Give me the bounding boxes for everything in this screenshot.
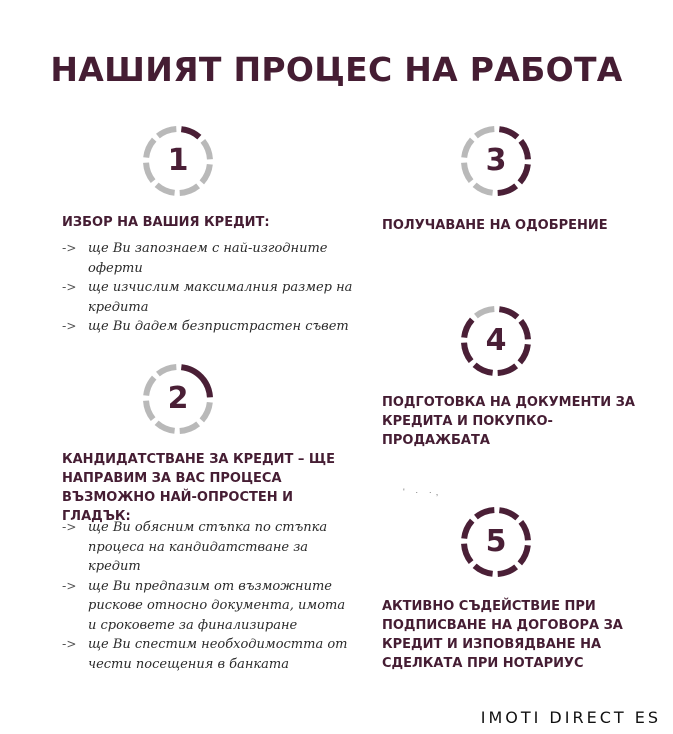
scan-specks: ' · ·,	[403, 487, 443, 497]
list-item: -> ще Ви запознаем с най-изгодните оферти	[62, 241, 328, 276]
list-item: -> ще Ви спестим необходимостта от чести посещения в банката	[62, 637, 348, 672]
step-number: 5	[485, 524, 507, 559]
step-2-bullets	[62, 518, 352, 674]
arrow-right-icon: ->	[62, 280, 77, 294]
list-item: -> ще Ви предпазим от възможните рискове относно документа, имота и сроковете за финализиране	[62, 578, 346, 633]
arrow-right-icon: ->	[62, 578, 77, 593]
brand-watermark: IMOTI DIRECT ES	[480, 708, 661, 727]
step-1-bullets	[62, 239, 362, 337]
arrow-right-icon: ->	[62, 241, 77, 255]
step-5-ring	[456, 502, 536, 582]
step-2-heading: КАНДИДАТСТВАНЕ ЗА КРЕДИТ – ЩЕ НАПРАВИМ ЗА ВАС ПРОЦЕСА ВЪЗМОЖНО НАЙ-ОПРОСТЕН И ГЛАДЪК:	[62, 452, 336, 524]
step-5-heading: АКТИВНО СЪДЕЙСТВИЕ ПРИ ПОДПИСВАНЕ НА ДОГОВОРА ЗА КРЕДИТ И ИЗПОВЯДВАНЕ НА СДЕЛКАТА ПРИ НОТАРИУС	[382, 599, 623, 671]
step-4-heading: ПОДГОТОВКА НА ДОКУМЕНТИ ЗА КРЕДИТА И ПОКУПКО-ПРОДАЖБАТА	[382, 395, 635, 448]
step-number: 4	[485, 323, 507, 358]
step-1-ring	[138, 121, 218, 201]
list-item: -> ще Ви дадем безпристрастен съвет	[62, 317, 362, 337]
step-3-heading: ПОЛУЧАВАНЕ НА ОДОБРЕНИЕ	[382, 218, 608, 233]
arrow-right-icon: ->	[62, 319, 77, 333]
arrow-right-icon: ->	[62, 520, 77, 534]
step-2-ring	[138, 359, 218, 439]
step-number: 2	[167, 381, 189, 416]
arrow-right-icon: ->	[62, 637, 77, 651]
step-4-ring	[456, 301, 536, 381]
step-3-ring	[456, 121, 536, 201]
list-item: -> ще Ви обясним стъпка по стъпка процеса на кандидатстване за кредит	[62, 520, 328, 574]
step-number: 3	[485, 143, 507, 178]
step-1-heading: ИЗБОР НА ВАШИЯ КРЕДИТ:	[62, 215, 270, 230]
list-item: -> ще изчислим максималния размер на кредита	[62, 280, 353, 315]
step-number: 1	[167, 143, 189, 178]
page-title: НАШИЯТ ПРОЦЕС НА РАБОТА	[50, 50, 623, 89]
